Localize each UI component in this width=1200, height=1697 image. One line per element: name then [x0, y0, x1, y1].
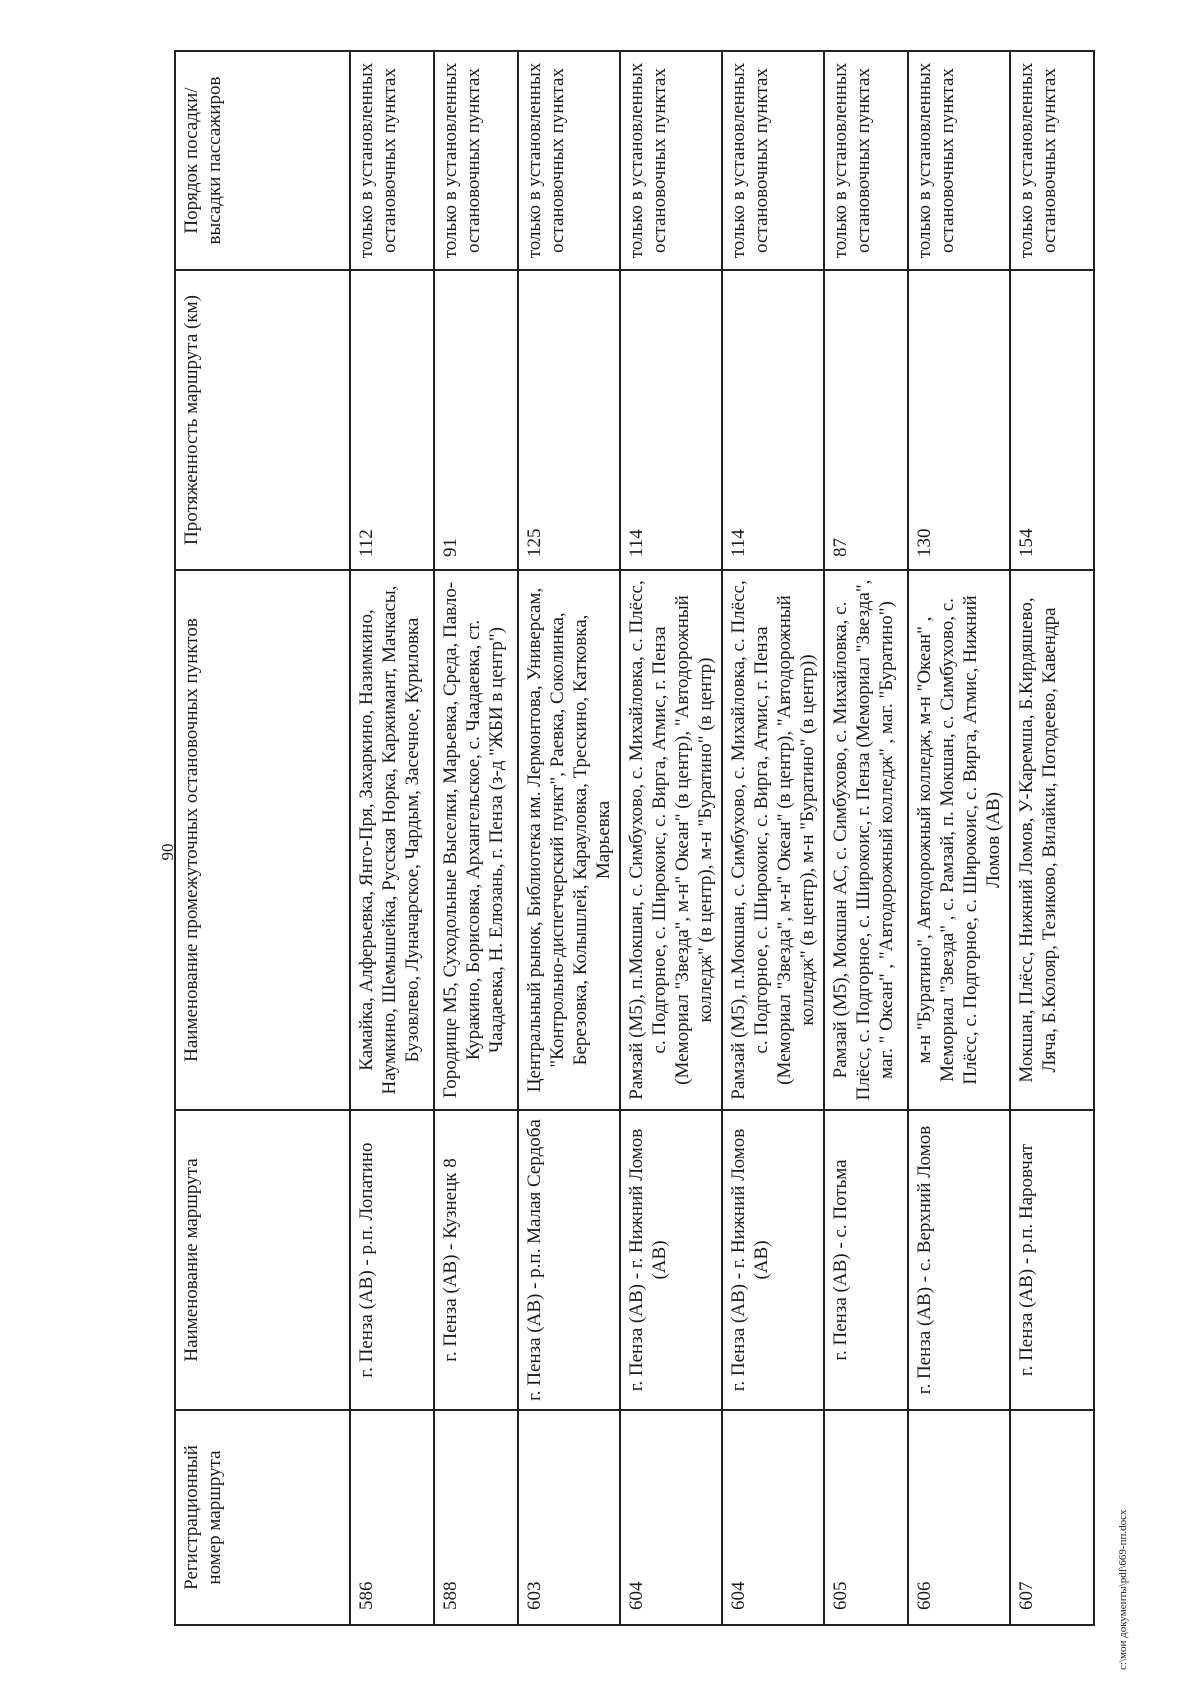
route-boarding: только в установленных остановочных пунктах — [722, 51, 824, 270]
header-intermediate-stops: Наименование промежуточных остановочных пунктов — [175, 570, 350, 1110]
route-number: 607 — [1010, 1410, 1094, 1625]
route-name: г. Пенза (АВ) - г. Нижний Ломов (АВ) — [620, 1110, 722, 1410]
route-stops: Рамзай (М5), п.Мокшан, с. Симбухово, с. Михайловка, с. Плёсс, с. Подгорное, с. Широкоис, с. Вирга, Атмис, г. Пенза (Мемориал "Звезда", м-н" Океан" (в центр), "Автодорожный колледж" (в центр), м-н "Буратино" (в центр) — [620, 570, 722, 1110]
route-number: 605 — [824, 1410, 908, 1625]
routes-table — [174, 50, 1095, 1626]
route-name: г. Пенза (АВ) - г. Нижний Ломов (АВ) — [722, 1110, 824, 1410]
route-number: 604 — [620, 1410, 722, 1625]
route-boarding: только в установленных остановочных пунктах — [518, 51, 620, 270]
header-route-length: Протяженность маршрута (км) — [175, 270, 350, 570]
route-stops: Рамзай (М5), п.Мокшан, с. Симбухово, с. Михайловка, с. Плёсс, с. Подгорное, с. Широкоис, с. Вирга, Атмис, г. Пенза (Мемориал "Звезда", м-н" Океан" (в центр), "Автодорожный колледж" (в центр), м-н "Буратино" (в центр)) — [722, 570, 824, 1110]
header-boarding-order: Порядок посадки/высадки пассажиров — [175, 51, 350, 270]
route-number: 588 — [434, 1410, 518, 1625]
route-length: 114 — [620, 270, 722, 570]
table-row — [908, 51, 1010, 1625]
page-number: 90 — [158, 843, 177, 861]
route-stops: Городище М5, Суходольные Выселки, Марьевка, Среда, Павло-Куракино, Борисовка, Архангельское, с. Чаадаевка, ст. Чаадаевка, Н. Елюзань, г. Пенза (з-д "ЖБИ в центр") — [434, 570, 518, 1110]
route-length: 130 — [908, 270, 1010, 570]
route-length: 125 — [518, 270, 620, 570]
route-boarding: только в установленных остановочных пунктах — [434, 51, 518, 270]
route-number: 586 — [350, 1410, 434, 1625]
route-length: 91 — [434, 270, 518, 570]
route-stops: м-н "Буратино", Автодорожный колледж, м-н "Океан" , Мемориал "Звезда" , с. Рамзай, п. Мокшан, с. Симбухово, с. Плёсс, с. Подгорное, с. Широкоис, с. Вирга, Атмис, Нижний Ломов (АВ) — [908, 570, 1010, 1110]
route-name: г. Пенза (АВ) - р.п. Наровчат — [1010, 1110, 1094, 1410]
route-length: 87 — [824, 270, 908, 570]
header-row — [175, 51, 350, 1625]
header-route-name: Наименование маршрута — [175, 1110, 350, 1410]
route-name: г. Пенза (АВ) - с. Верхний Ломов — [908, 1110, 1010, 1410]
route-length: 112 — [350, 270, 434, 570]
route-stops: Центральный рынок, Библиотека им. Лермонтова, Универсам, "Контрольно-диспетчерский пункт", Раевка, Соколинка, Березовка, Колышлей, Карауловка, Трескино, Катковка, Марьевка — [518, 570, 620, 1110]
route-name: г. Пенза (АВ) - с. Потьма — [824, 1110, 908, 1410]
table-row — [1010, 51, 1094, 1625]
table-row — [722, 51, 824, 1625]
route-number: 606 — [908, 1410, 1010, 1625]
route-boarding: только в установленных остановочных пунктах — [620, 51, 722, 270]
rotated-table-container — [174, 52, 1060, 1626]
route-boarding: только в установленных остановочных пунктах — [1010, 51, 1094, 270]
table-row — [518, 51, 620, 1625]
route-name: г. Пенза (АВ) - р.п. Лопатино — [350, 1110, 434, 1410]
route-stops: Мокшан, Плёсс, Нижний Ломов, У-Каремша, Б.Кирдяшево, Ляча, Б.Колояр, Тезиково, Вилайки, Потодеево, Кавендра — [1010, 570, 1094, 1110]
route-boarding: только в установленных остановочных пунктах — [350, 51, 434, 270]
route-stops: Камайка, Алферьевка, Янго-Пря, Захаркино, Назимкино, Наумкино, Шемышейка, Русская Норка, Каржимант, Мачкасы, Бузовлево, Луначарское, Чардым, Засечное, Куриловка — [350, 570, 434, 1110]
route-number: 603 — [518, 1410, 620, 1625]
route-number: 604 — [722, 1410, 824, 1625]
route-boarding: только в установленных остановочных пунктах — [824, 51, 908, 270]
route-name: г. Пенза (АВ) - Кузнецк 8 — [434, 1110, 518, 1410]
table-row — [620, 51, 722, 1625]
footer-file-path: c:\мои документы\pdf\669-пп.docx — [1117, 1509, 1129, 1670]
table-row — [434, 51, 518, 1625]
table-row — [350, 51, 434, 1625]
header-registration-number: Регистрационный номер маршрута — [175, 1410, 350, 1625]
route-length: 114 — [722, 270, 824, 570]
route-name: г. Пенза (АВ) - р.п. Малая Сердоба — [518, 1110, 620, 1410]
route-stops: Рамзай (М5), Мокшан АС, с. Симбухово, с. Михайловка, с. Плёсс, с. Подгорное, с. Широкоис, г. Пенза (Мемориал "Звезда", маг. " Океан" , "Автодорожный колледж" , маг. "Буратино") — [824, 570, 908, 1110]
route-length: 154 — [1010, 270, 1094, 570]
route-boarding: только в установленных остановочных пунктах — [908, 51, 1010, 270]
table-row — [824, 51, 908, 1625]
